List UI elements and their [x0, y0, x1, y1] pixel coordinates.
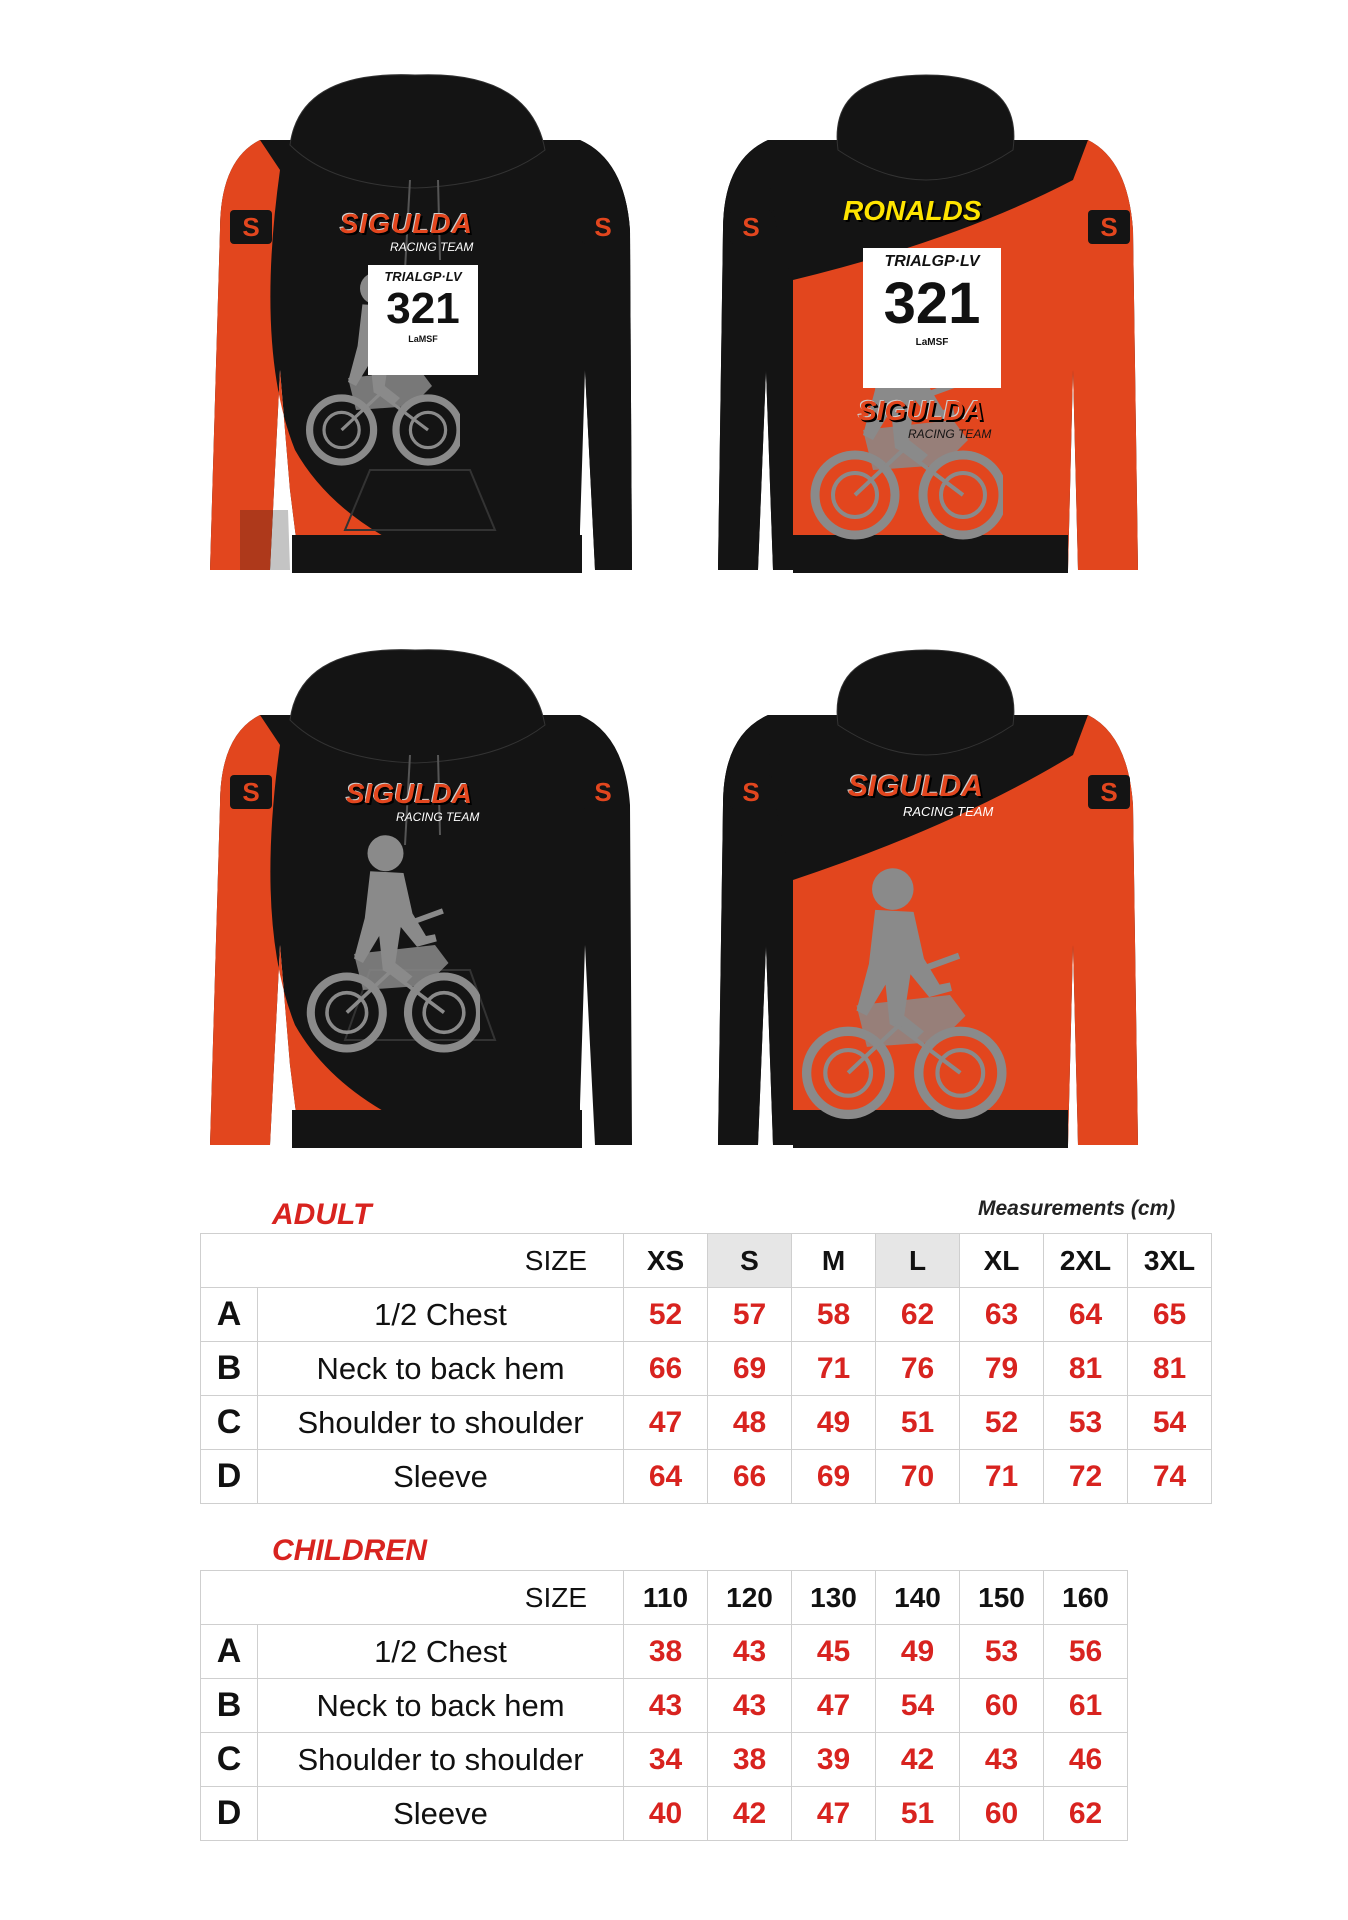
size-header: 150 [960, 1571, 1044, 1625]
table-cell: 79 [960, 1342, 1044, 1396]
table-cell: 46 [1044, 1733, 1128, 1787]
table-cell: 74 [1128, 1450, 1212, 1504]
table-row [201, 1450, 1212, 1504]
table-cell: 52 [960, 1396, 1044, 1450]
table-cell: 60 [960, 1787, 1044, 1841]
table-cell: 43 [960, 1733, 1044, 1787]
size-header-row [201, 1234, 1212, 1288]
sleeve-badge-left: S [230, 210, 272, 244]
logo-sub: RACING TEAM [396, 810, 480, 824]
bib-header: TRIALGP·LV [884, 253, 980, 270]
team-logo [858, 395, 1028, 441]
row-label: Shoulder to shoulder [258, 1733, 624, 1787]
table-cell: 62 [1044, 1787, 1128, 1841]
table-cell: 76 [876, 1342, 960, 1396]
table-cell: 69 [708, 1342, 792, 1396]
row-letter: C [201, 1396, 258, 1450]
sleeve-badge-right: S [1088, 775, 1130, 809]
row-letter: B [201, 1679, 258, 1733]
row-letter: D [201, 1450, 258, 1504]
table-cell: 69 [792, 1450, 876, 1504]
table-cell: 34 [624, 1733, 708, 1787]
logo-main: SIGULDA [340, 208, 473, 239]
table-row [201, 1625, 1128, 1679]
table-cell: 61 [1044, 1679, 1128, 1733]
player-name: RONALDS [843, 195, 982, 226]
table-cell: 43 [708, 1625, 792, 1679]
hoodie-top-front [200, 70, 640, 580]
table-cell: 42 [876, 1733, 960, 1787]
table-cell: 62 [876, 1288, 960, 1342]
size-header: XS [624, 1234, 708, 1288]
table-cell: 71 [792, 1342, 876, 1396]
bib-footer: LaMSF [408, 334, 438, 344]
size-header: 140 [876, 1571, 960, 1625]
size-header: 130 [792, 1571, 876, 1625]
bib-number: 321 [883, 271, 981, 336]
table-cell: 40 [624, 1787, 708, 1841]
row-label: Neck to back hem [258, 1342, 624, 1396]
table-cell: 81 [1044, 1342, 1128, 1396]
team-logo [340, 208, 510, 254]
team-logo [848, 770, 1028, 819]
logo-sub: RACING TEAM [390, 240, 474, 254]
race-bib [368, 265, 478, 375]
table-row [201, 1342, 1212, 1396]
table-cell: 72 [1044, 1450, 1128, 1504]
table-cell: 43 [708, 1679, 792, 1733]
size-header: 160 [1044, 1571, 1128, 1625]
row-letter: C [201, 1733, 258, 1787]
race-bib [863, 248, 1001, 388]
sleeve-badge-right: S [1088, 210, 1130, 244]
table-cell: 42 [708, 1787, 792, 1841]
sleeve-badge-right: S [582, 775, 624, 809]
table-cell: 38 [708, 1733, 792, 1787]
table-cell: 64 [1044, 1288, 1128, 1342]
table-cell: 49 [876, 1625, 960, 1679]
size-header-row [201, 1571, 1128, 1625]
size-header: XL [960, 1234, 1044, 1288]
row-label: 1/2 Chest [258, 1288, 624, 1342]
table-cell: 53 [960, 1625, 1044, 1679]
table-cell: 66 [708, 1450, 792, 1504]
table-cell: 70 [876, 1450, 960, 1504]
row-label: Sleeve [258, 1450, 624, 1504]
row-letter: A [201, 1288, 258, 1342]
table-row [201, 1733, 1128, 1787]
table-row [201, 1396, 1212, 1450]
bib-number: 321 [386, 284, 460, 333]
table-cell: 81 [1128, 1342, 1212, 1396]
size-label: SIZE [201, 1234, 624, 1288]
table-cell: 52 [624, 1288, 708, 1342]
table-cell: 45 [792, 1625, 876, 1679]
bib-footer: LaMSF [915, 337, 949, 348]
size-header: 120 [708, 1571, 792, 1625]
hoodie-top-back [708, 70, 1148, 580]
row-label: 1/2 Chest [258, 1625, 624, 1679]
sleeve-badge-left: S [730, 775, 772, 809]
children-size-table [200, 1570, 1128, 1841]
logo-main: SIGULDA [848, 770, 983, 803]
hoodie-bottom-front [200, 645, 640, 1155]
table-cell: 71 [960, 1450, 1044, 1504]
table-cell: 51 [876, 1396, 960, 1450]
table-cell: 48 [708, 1396, 792, 1450]
row-letter: A [201, 1625, 258, 1679]
table-cell: 47 [624, 1396, 708, 1450]
table-cell: 39 [792, 1733, 876, 1787]
table-cell: 54 [1128, 1396, 1212, 1450]
table-row [201, 1288, 1212, 1342]
sleeve-badge-right: S [582, 210, 624, 244]
children-title: CHILDREN [272, 1534, 427, 1567]
logo-main: SIGULDA [346, 778, 472, 809]
sleeve-badge-left: S [730, 210, 772, 244]
table-cell: 47 [792, 1679, 876, 1733]
row-letter: B [201, 1342, 258, 1396]
table-cell: 60 [960, 1679, 1044, 1733]
table-row [201, 1787, 1128, 1841]
row-label: Sleeve [258, 1787, 624, 1841]
table-cell: 38 [624, 1625, 708, 1679]
table-cell: 51 [876, 1787, 960, 1841]
table-cell: 64 [624, 1450, 708, 1504]
logo-sub: RACING TEAM [903, 804, 994, 819]
table-cell: 58 [792, 1288, 876, 1342]
size-label: SIZE [201, 1571, 624, 1625]
hoodie-bottom-back [708, 645, 1148, 1155]
size-header: 2XL [1044, 1234, 1128, 1288]
table-cell: 53 [1044, 1396, 1128, 1450]
sleeve-badge-left: S [230, 775, 272, 809]
size-header: L [876, 1234, 960, 1288]
size-header: 110 [624, 1571, 708, 1625]
table-cell: 47 [792, 1787, 876, 1841]
table-cell: 57 [708, 1288, 792, 1342]
logo-sub: RACING TEAM [908, 427, 992, 441]
row-label: Shoulder to shoulder [258, 1396, 624, 1450]
adult-title: ADULT [272, 1198, 372, 1231]
table-row [201, 1679, 1128, 1733]
logo-main: SIGULDA [858, 395, 984, 426]
row-label: Neck to back hem [258, 1679, 624, 1733]
table-cell: 66 [624, 1342, 708, 1396]
adult-size-table [200, 1233, 1212, 1504]
measurements-note: Measurements (cm) [978, 1197, 1176, 1220]
team-logo [346, 778, 516, 824]
table-cell: 63 [960, 1288, 1044, 1342]
bib-header: TRIALGP·LV [384, 269, 462, 284]
row-letter: D [201, 1787, 258, 1841]
table-cell: 49 [792, 1396, 876, 1450]
table-cell: 43 [624, 1679, 708, 1733]
table-cell: 54 [876, 1679, 960, 1733]
size-header: S [708, 1234, 792, 1288]
table-cell: 65 [1128, 1288, 1212, 1342]
size-header: M [792, 1234, 876, 1288]
table-cell: 56 [1044, 1625, 1128, 1679]
size-header: 3XL [1128, 1234, 1212, 1288]
